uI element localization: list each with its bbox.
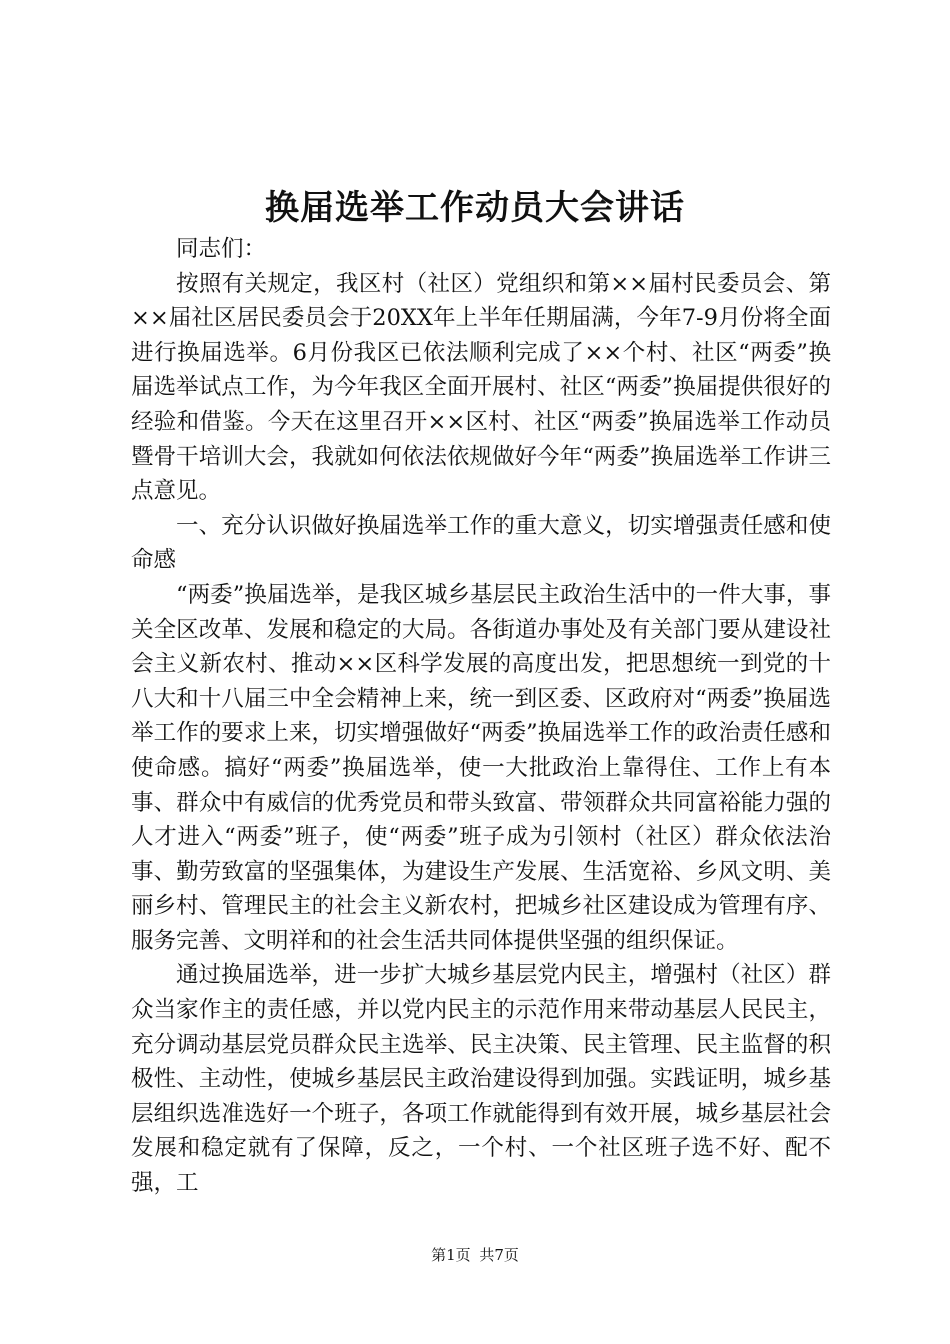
body-paragraph: “两委”换届选举，是我区城乡基层民主政治生活中的一件大事，事关全区改革、发展和稳定的大局。各街道办事处及有关部门要从建设社会主义新农村、推动××区科学发展的高度出发，把思想统一到党的十八大和十八届三中全会精神上来，统一到区委、区政府对“两委”换届选举工作的要求上来，切实增强做好“两委”换届选举工作的政治责任感和使命感。搞好“两委”换届选举，使一大批政治上靠得住、工作上有本事、群众中有威信的优秀党员和带头致富、带领群众共同富裕能力强的人才进入“两委”班子，使“两委”班子成为引领村（社区）群众依法治事、勤劳致富的坚强集体，为建设生产发展、生活宽裕、乡风文明、美丽乡村、管理民主的社会主义新农村，把城乡社区建设成为管理有序、服务完善、文明祥和的社会生活共同体提供坚强的组织保证。 — [131, 581, 831, 954]
document-title: 换届选举工作动员大会讲话 — [265, 188, 685, 228]
body-paragraph: 通过换届选举，进一步扩大城乡基层党内民主，增强村（社区）群众当家作主的责任感，并以党内民主的示范作用来带动基层人民民主，充分调动基层党员群众民主选举、民主决策、民主管理、民主监督的积极性、主动性，使城乡基层民主政治建设得到加强。实践证明，城乡基层组织选准选好一个班子，各项工作就能得到有效开展，城乡基层社会发展和稳定就有了保障，反之，一个村、一个社区班子选不好、配不强，工 — [131, 962, 831, 1197]
section-heading: 一、充分认识做好换届选举工作的重大意义，切实增强责任感和使命感 — [131, 512, 831, 574]
page-footer — [0, 1244, 950, 1266]
document-body — [131, 232, 831, 1201]
greeting-paragraph: 同志们： — [176, 236, 267, 262]
page-number: 第1页 — [431, 1246, 471, 1264]
body-paragraph: 按照有关规定，我区村（社区）党组织和第××届村民委员会、第××届社区居民委员会于20XX年上半年任期届满，今年7-9月份将全面进行换届选举。6月份我区已依法顺利完成了××个村、社区“两委”换届选举试点工作，为今年我区全面开展村、社区“两委”换届提供很好的经验和借鉴。今天在这里召开××区村、社区“两委”换届选举工作动员暨骨干培训大会，我就如何依法依规做好今年“两委”换届选举工作讲三点意见。 — [131, 270, 831, 505]
page-total: 共7页 — [479, 1246, 519, 1264]
